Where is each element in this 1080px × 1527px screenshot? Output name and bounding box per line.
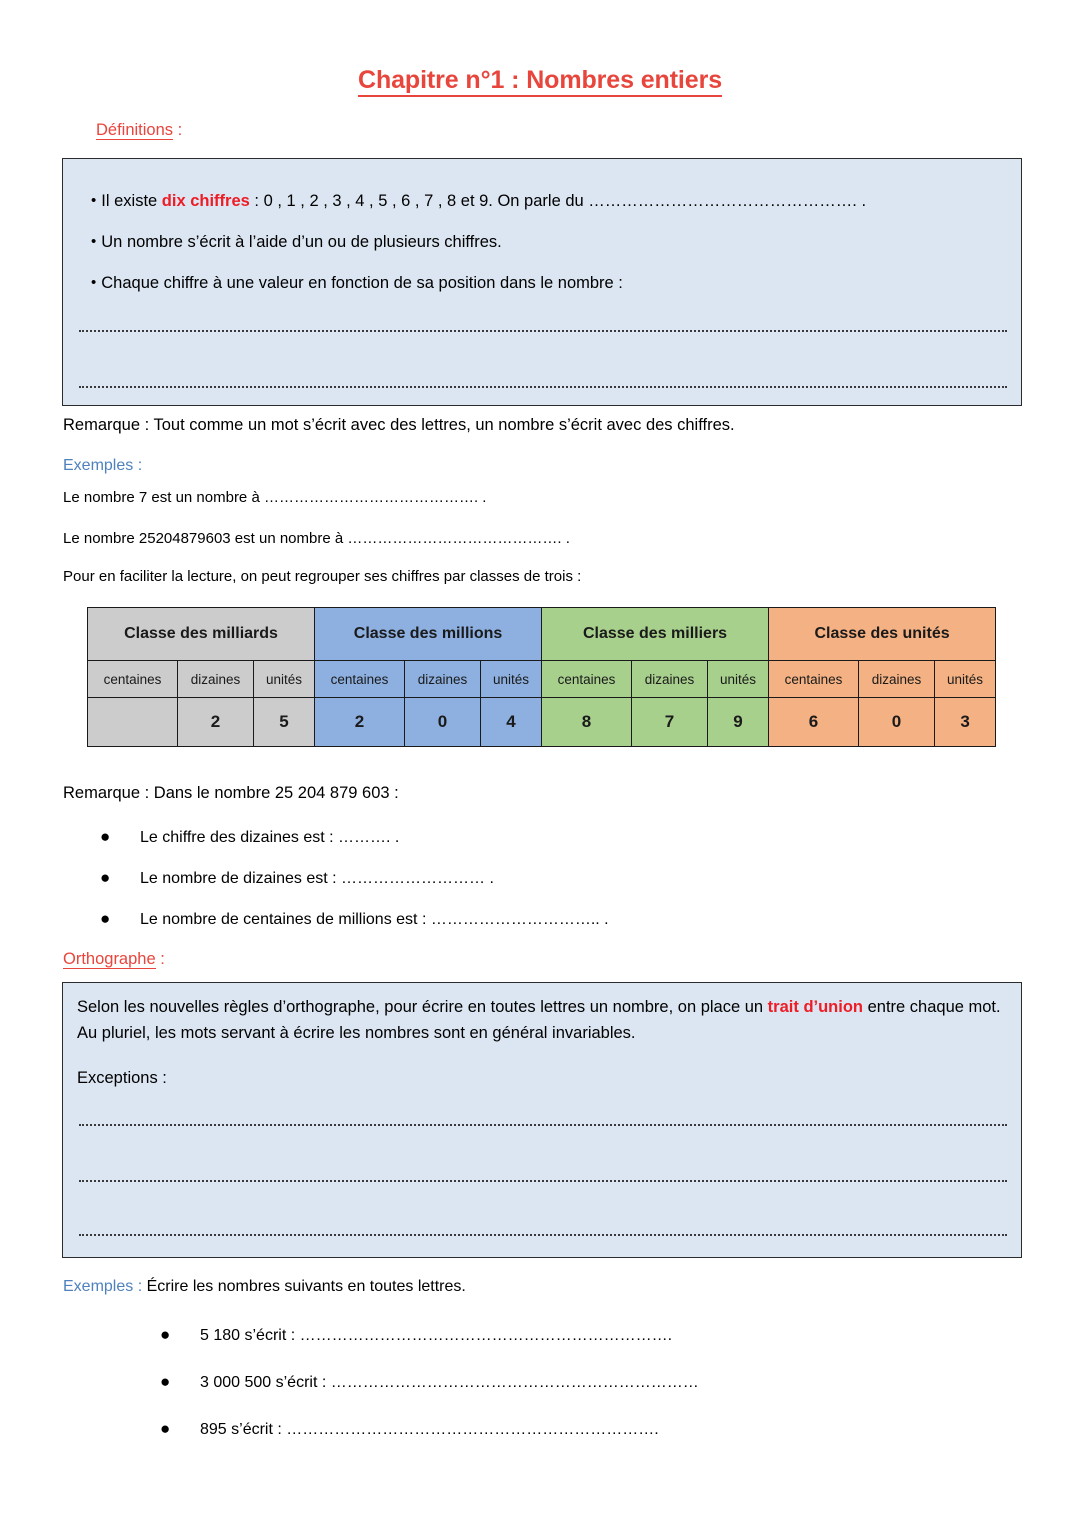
definition-bullet-1-post: : 0 , 1 , 2 , 3 , 4 , 5 , 6 , 7 , 8 et 9. On parle du: [249, 192, 584, 210]
orthographe-emphasis-2: d’union: [803, 998, 864, 1016]
page-title: [0, 0, 1080, 95]
bullet-dot-icon: ●: [160, 1419, 171, 1438]
orthographe-blank-line-2: [79, 1179, 1007, 1182]
definition-bullet-1: [91, 192, 866, 212]
bullet-dot-icon: •: [91, 192, 97, 209]
orthographe-blank-line-1: [79, 1123, 1007, 1126]
definition-bullet-2-text: Un nombre s’écrit à l’aide d’un ou de plusieurs chiffres.: [101, 233, 502, 251]
section-heading-definitions-label: Définitions: [96, 121, 174, 139]
list-item: [160, 1419, 659, 1439]
definition-bullet-2: [91, 233, 502, 253]
list-item-label: Le nombre de centaines de millions est : ………………………….. .: [140, 911, 609, 928]
definition-bullet-1-emphasis: dix chiffres: [161, 192, 250, 210]
section-heading-definitions: [96, 121, 182, 140]
list-item-label: 895 s’écrit : …………………………………………………………….: [200, 1421, 659, 1438]
definition-bullet-1-tail: .: [856, 192, 867, 210]
definitions-box: [62, 158, 1022, 406]
bullet-dot-icon: ●: [100, 909, 111, 928]
table-subheader-cell: centaines: [542, 661, 632, 698]
list-item: [160, 1325, 672, 1345]
orthographe-paragraph-part1: Selon les nouvelles règles d’orthographe, pour écrire en toutes lettres un nombre, on place un: [77, 998, 768, 1016]
table-row-class-headers: [88, 608, 996, 661]
orthographe-paragraph-part2: entre chaque mot. Au pluriel, les mots servant à écrire les nombres sont en général invariables.: [77, 998, 1001, 1042]
table-digit-cell: 7: [632, 698, 708, 747]
section-heading-orthographe: [63, 950, 165, 969]
definitions-blank-line-2: [79, 385, 1007, 388]
exemple-line-2: Le nombre 25204879603 est un nombre à ……………………………………. .: [63, 530, 570, 547]
table-subheader-cell: dizaines: [859, 661, 935, 698]
table-digit-cell: 2: [178, 698, 254, 747]
table-row-digits: [88, 698, 996, 747]
orthographe-paragraph: [77, 995, 1007, 1046]
list-item-label: 5 180 s’écrit : …………………………………………………………….: [200, 1327, 673, 1344]
place-value-table: [87, 607, 996, 747]
remarque-2-lead: Remarque : Dans le nombre 25 204 879 603 :: [63, 784, 399, 802]
page-title-text: Chapitre n°1 : Nombres entiers: [358, 66, 722, 97]
section-heading-exemples-1: Exemples :: [63, 457, 143, 474]
table-class-header-millions: Classe des millions: [315, 608, 542, 661]
section-heading-exemples-2-label: Exemples :: [63, 1278, 143, 1295]
orthographe-exceptions-label: Exceptions :: [77, 1069, 167, 1087]
exemple-line-1: Le nombre 7 est un nombre à ……………………………………. .: [63, 489, 487, 506]
table-digit-cell: 3: [935, 698, 996, 747]
table-subheader-cell: dizaines: [178, 661, 254, 698]
list-item-label: 3 000 500 s’écrit : ……………………………………………………………: [200, 1374, 699, 1391]
list-item-label: Le nombre de dizaines est : ……………………… .: [140, 870, 494, 887]
table-digit-cell: 0: [405, 698, 481, 747]
list-item-label: Le chiffre des dizaines est : ………. .: [140, 829, 400, 846]
table-subheader-cell: dizaines: [632, 661, 708, 698]
table-digit-cell: 0: [859, 698, 935, 747]
table-intro-text: Pour en faciliter la lecture, on peut regrouper ses chiffres par classes de trois :: [63, 568, 582, 585]
section-heading-orthographe-label: Orthographe: [63, 950, 156, 968]
section-heading-orthographe-colon: :: [155, 950, 165, 968]
exemples-2-instruction: Écrire les nombres suivants en toutes lettres.: [146, 1278, 466, 1295]
table-subheader-cell: centaines: [769, 661, 859, 698]
table-subheader-cell: centaines: [88, 661, 178, 698]
definition-bullet-1-pre: Il existe: [101, 192, 162, 210]
list-item: [100, 827, 399, 847]
table-class-header-milliers: Classe des milliers: [542, 608, 769, 661]
table-digit-cell: 6: [769, 698, 859, 747]
section-heading-exemples-2: [63, 1278, 466, 1296]
table-digit-cell: 2: [315, 698, 405, 747]
table-class-header-unites: Classe des unités: [769, 608, 996, 661]
list-item: [160, 1372, 699, 1392]
table-subheader-cell: unités: [935, 661, 996, 698]
definition-bullet-1-dots: ………………………………………….: [588, 192, 857, 210]
bullet-dot-icon: ●: [160, 1372, 171, 1391]
definitions-blank-line-1: [79, 329, 1007, 332]
table-digit-cell: 8: [542, 698, 632, 747]
orthographe-blank-line-3: [79, 1233, 1007, 1236]
definition-bullet-3: [91, 274, 623, 294]
table-subheader-cell: centaines: [315, 661, 405, 698]
table-row-sub-headers: [88, 661, 996, 698]
remarque-1-text: Remarque : Tout comme un mot s’écrit avec des lettres, un nombre s’écrit avec des chiffres.: [63, 416, 735, 434]
table-digit-cell: [88, 698, 178, 747]
table-subheader-cell: unités: [481, 661, 542, 698]
bullet-dot-icon: •: [91, 274, 97, 291]
list-item: [100, 909, 609, 929]
table-digit-cell: 9: [708, 698, 769, 747]
bullet-dot-icon: ●: [100, 827, 111, 846]
orthographe-box: [62, 982, 1022, 1258]
section-heading-definitions-colon: :: [173, 121, 183, 139]
bullet-dot-icon: ●: [160, 1325, 171, 1344]
table-subheader-cell: dizaines: [405, 661, 481, 698]
table-digit-cell: 5: [254, 698, 315, 747]
table-class-header-milliards: Classe des milliards: [88, 608, 315, 661]
table-digit-cell: 4: [481, 698, 542, 747]
orthographe-emphasis-1: trait: [767, 998, 799, 1016]
table-subheader-cell: unités: [254, 661, 315, 698]
table-subheader-cell: unités: [708, 661, 769, 698]
bullet-dot-icon: ●: [100, 868, 111, 887]
bullet-dot-icon: •: [91, 233, 97, 250]
list-item: [100, 868, 494, 888]
definition-bullet-3-text: Chaque chiffre à une valeur en fonction de sa position dans le nombre :: [101, 274, 623, 292]
